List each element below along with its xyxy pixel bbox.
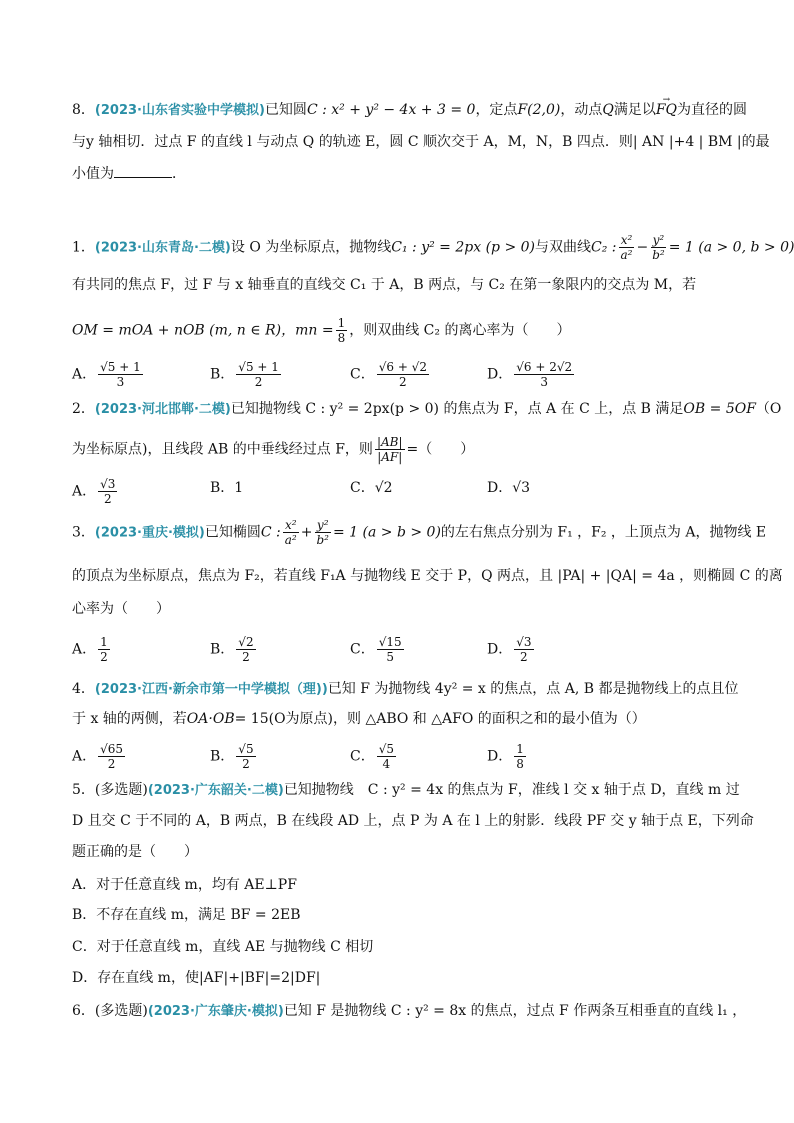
q3-option-c[interactable]: C． $\frac{√15}{5}$ [350,635,402,664]
q5-line2: D 且交 C 于不同的 A，B 两点，B 在线段 AD 上，点 P 为 A 在 l 上的射影．线段 PF 交 y 轴于点 E，下列命 [72,813,754,829]
q3-line3: 心率为（ ） [72,601,170,617]
q8-number: 8． [72,102,95,118]
q1-number: 1． [72,239,95,256]
q4-option-d[interactable]: D． $\frac{1}{8}$ [487,742,524,771]
q8-line2: 与y 轴相切．过点 F 的直线 l 与动点 Q 的轨迹 E，圆 C 顺次交于 A，M，N，B 四点．则| AN |+4 | BM |的最 [72,134,770,150]
q5-source: (2023·广东韶关·二模) [147,783,284,798]
q1-vector-equation: OM = mOA + nOB (m, n ∈ R) [72,322,282,339]
q3-option-a[interactable]: A． $\frac{1}{2}$ [72,635,108,664]
q1-hyp-x-fraction: $\frac{\text{x²}}{\text{a²}}$ [620,233,633,262]
q1-line2: 有共同的焦点 F，过 F 与 x 轴垂直的直线交 C₁ 于 A，B 两点，与 C₂ 在第一象限内的交点为 M，若 [72,277,697,293]
q6-line1: 6．(多选题)(2023·广东肇庆·模拟)已知 F 是抛物线 C : y² = 8x 的焦点，过点 F 作两条互相垂直的直线 l₁ ， [72,1003,747,1019]
q1-mn-fraction: $\frac{1}{8}$ [337,316,346,345]
q2-ratio-fraction: $\frac{|AB|}{|AF|}$ [376,435,403,464]
q3-source: (2023·重庆·模拟) [94,525,205,541]
q2-line1: 2．(2023·河北邯郸·二模)已知抛物线 C : y² = 2px(p > 0) 的焦点为 F，点 A 在 C 上，点 B 满足OB = 5OF（O [72,401,782,417]
q5-tag: (多选题) [94,782,148,798]
q4-dot-product: OA·OB [186,711,235,727]
q2-line2: 为坐标原点)，且线段 AB 的中垂线经过点 F，则 $\frac{|AB|}{|AF|}$ =（ ） [72,435,475,464]
q1-option-d[interactable]: D． $\frac{√6 + 2√2}{3}$ [487,360,573,389]
q4-number: 4． [72,681,95,697]
q2-vector-equation: OB = 5OF [683,401,756,417]
q2-option-a[interactable]: A． $\frac{√3}{2}$ [72,477,116,506]
q3-option-b[interactable]: B． $\frac{√2}{2}$ [210,635,254,664]
q5-option-b[interactable]: B．不存在直线 m，满足 BF = 2EB [72,907,301,923]
q2-source: (2023·河北邯郸·二模) [94,402,231,417]
q5-line3: 题正确的是（ ） [72,844,198,860]
q4-line2: 于 x 轴的两侧，若OA·OB= 15(O为原点)，则 △ABO 和 △AFO 的面积之和的最小值为（） [72,711,646,727]
q1-option-c[interactable]: C． $\frac{√6 + √2}{2}$ [350,360,427,389]
q1-option-a[interactable]: A． $\frac{√5 + 1}{3}$ [72,360,141,389]
q2-option-d[interactable]: D．√3 [487,480,531,496]
q4-source: (2023·江西·新余市第一中学模拟（理)) [94,682,328,697]
q5-option-d[interactable]: D．存在直线 m，使|AF|+|BF|=2|DF| [72,970,321,986]
q2-number: 2． [72,401,95,417]
q4-option-a[interactable]: A． $\frac{√65}{2}$ [72,742,124,771]
q6-number: 6． [72,1003,95,1019]
q5-option-a[interactable]: A．对于任意直线 m，均有 AE⊥PF [72,877,297,893]
q1-line1: 1．(2023·山东青岛·二模)设 O 为坐标原点，抛物线C₁ : y² = 2px (p > 0)与双曲线C₂ : $\frac{\text{x²}}{\text{a²}}$ − $\frac{\text{y²}}{\text{b²}}$ = 1 (a > 0, b > 0) [72,233,794,262]
q8-source: (2023·山东省实验中学模拟) [94,103,265,118]
q4-line1: 4．(2023·江西·新余市第一中学模拟（理))已知 F 为抛物线 4y² = x 的焦点，点 A, B 都是抛物线上的点且位 [72,681,739,697]
q1-line3: OM = mOA + nOB (m, n ∈ R)，mn = $\frac{1}{8}$ ，则双曲线 C₂ 的离心率为（ ） [72,316,571,345]
q8-vector-fq: → FQ [656,99,677,121]
q4-option-b[interactable]: B． $\frac{√5}{2}$ [210,742,254,771]
q3-line2: 的顶点为坐标原点，焦点为 F₂，若直线 F₁A 与抛物线 E 交于 P，Q 两点，且 |PA| + |QA| = 4a ，则椭圆 C 的离 [72,568,783,584]
q3-option-d[interactable]: D． $\frac{√3}{2}$ [487,635,532,664]
q1-option-b[interactable]: B． $\frac{√5 + 1}{2}$ [210,360,279,389]
q4-option-c[interactable]: C． $\frac{√5}{4}$ [350,742,394,771]
q1-source: (2023·山东青岛·二模) [94,240,231,256]
answer-blank[interactable] [114,163,172,178]
q5-line1: 5．(多选题)(2023·广东韶关·二模)已知抛物线 C : y² = 4x 的焦点为 F，准线 l 交 x 轴于点 D，直线 m 过 [72,782,740,798]
q5-number: 5． [72,782,95,798]
q8-line1: 8．(2023·山东省实验中学模拟)已知圆C : x² + y² − 4x + 3 = 0，定点F(2,0)，动点Q满足以→ FQ为直径的圆 [72,99,754,122]
q2-option-c[interactable]: C．√2 [350,480,393,496]
q8-circle-equation: C : x² + y² − 4x + 3 = 0 [306,102,476,118]
q3-line1: 3．(2023·重庆·模拟)已知椭圆C : $\frac{\text{x²}}{\text{a²}}$ + $\frac{\text{y²}}{\text{b²}}$ = 1 (a > b > 0)的左右焦点分别为 F₁ ，F₂ ，上顶点为 A，抛物线 E [72,518,767,547]
q8-line3: 小值为 ． [72,163,754,185]
q3-number: 3． [72,524,95,541]
q1-hyp-y-fraction: $\frac{\text{y²}}{\text{b²}}$ [652,233,665,262]
q6-source: (2023·广东肇庆·模拟) [147,1004,284,1019]
q2-option-b[interactable]: B．1 [210,480,244,496]
q5-option-c[interactable]: C．对于任意直线 m，直线 AE 与抛物线 C 相切 [72,939,374,955]
q6-tag: (多选题) [94,1003,148,1019]
